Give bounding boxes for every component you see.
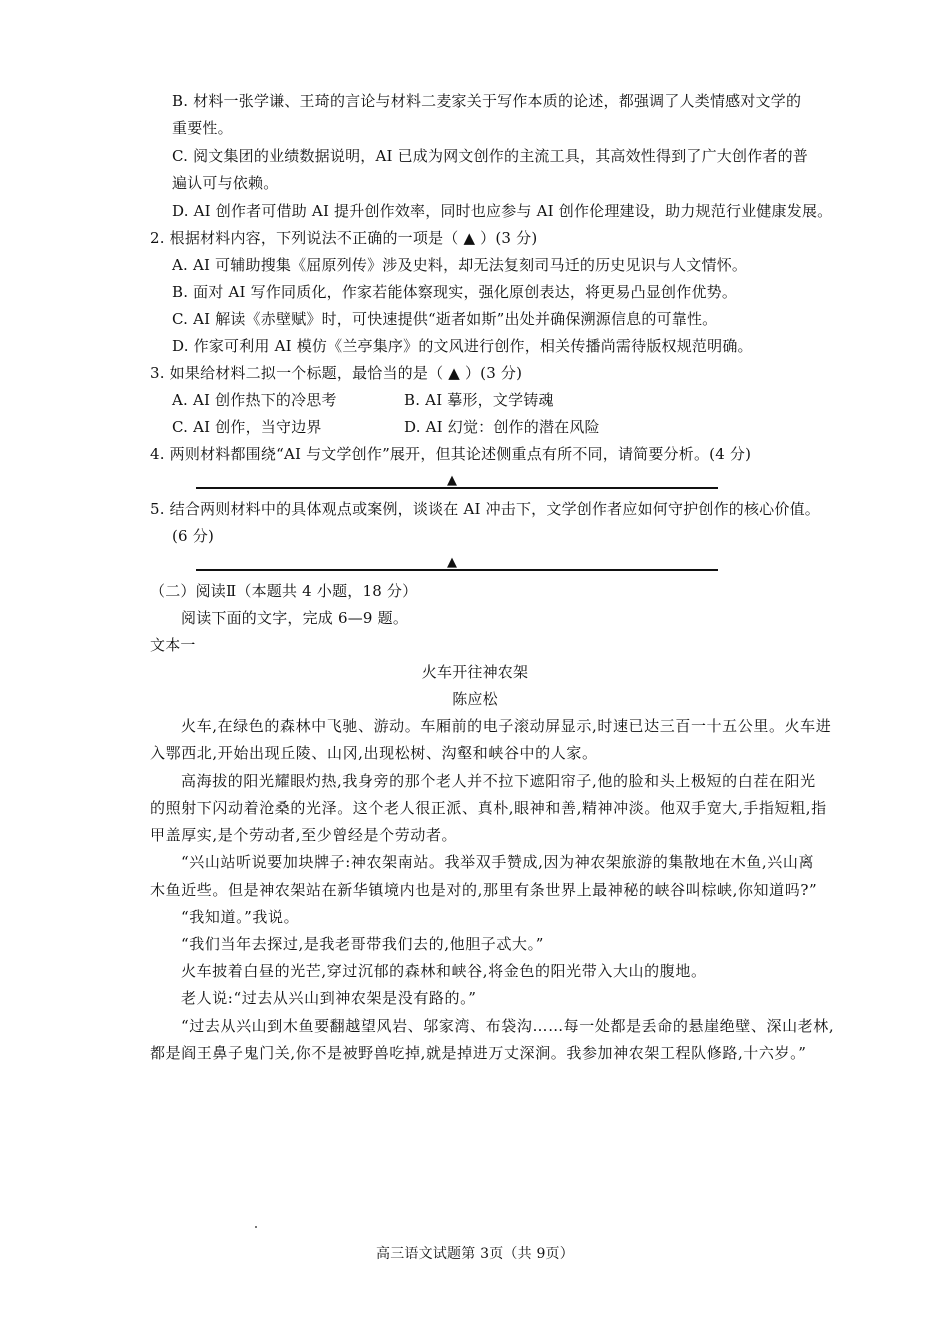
q5-stem-line2: (6 分) xyxy=(172,527,215,545)
section2-instruction: 阅读下面的文字，完成 6—9 题。 xyxy=(181,609,409,627)
article-line: “兴山站听说要加块牌子:神农架南站。我举双手赞成,因为神农架旅游的集散地在木鱼,兴山离 xyxy=(181,853,815,871)
q3-option-d: D. AI 幻觉：创作的潜在风险 xyxy=(404,418,600,436)
q2-stem: 2. 根据材料内容，下列说法不正确的一项是（ ▲ ）(3 分) xyxy=(150,229,538,247)
article-line: 火车披着白昼的光芒,穿过沉郁的森林和峡谷,将金色的阳光带入大山的腹地。 xyxy=(181,962,707,980)
q4-answer-line xyxy=(196,487,718,489)
article-line: “我知道。”我说。 xyxy=(181,908,300,926)
q1-option-b-line2: 重要性。 xyxy=(172,119,233,137)
article-line: “我们当年去探过,是我老哥带我们去的,他胆子忒大。” xyxy=(181,935,544,953)
article-line: 火车,在绿色的森林中飞驰、游动。车厢前的电子滚动屏显示,时速已达三百一十五公里。火车进 xyxy=(181,717,832,735)
page-footer: 高三语文试题第 3页（共 9页） xyxy=(376,1246,574,1262)
q1-option-b-line1: B. 材料一张学谦、王琦的言论与材料二麦家关于写作本质的论述，都强调了人类情感对文学的 xyxy=(172,92,802,110)
q3-option-c: C. AI 创作，当守边界 xyxy=(172,418,322,436)
article-line: “过去从兴山到木鱼要翻越望风岩、邬家湾、布袋沟……每一处都是丢命的悬崖绝壁、深山老林, xyxy=(181,1017,835,1035)
q3-option-b: B. AI 摹形，文学铸魂 xyxy=(404,391,554,409)
q5-stem-line1: 5. 结合两则材料中的具体观点或案例，谈谈在 AI 冲击下，文学创作者应如何守护创作的核心价值。 xyxy=(150,500,820,518)
section2-heading: （二）阅读Ⅱ（本题共 4 小题，18 分） xyxy=(150,582,418,600)
q5-answer-line xyxy=(196,569,718,571)
article-line: 入鄂西北,开始出现丘陵、山冈,出现松树、沟壑和峡谷中的人家。 xyxy=(150,744,598,762)
article-line: 高海拔的阳光耀眼灼热,我身旁的那个老人并不拉下遮阳帘子,他的脸和头上极短的白茬在阳光 xyxy=(181,772,816,790)
article-line: 的照射下闪动着沧桑的光泽。这个老人很正派、真朴,眼神和善,精神冲淡。他双手宽大,手指短粗,指 xyxy=(150,799,827,817)
article-line: 木鱼近些。但是神农架站在新华镇境内也是对的,那里有条世界上最神秘的峡谷叫棕峡,你知道吗?” xyxy=(150,881,818,899)
q2-option-c: C. AI 解读《赤壁赋》时，可快速提供“逝者如斯”出处并确保溯源信息的可靠性。 xyxy=(172,310,718,328)
article-line: 都是阎王鼻子鬼门关,你不是被野兽吃掉,就是掉进万丈深涧。我参加神农架工程队修路,十六岁。” xyxy=(150,1044,807,1062)
q3-option-a: A. AI 创作热下的冷思考 xyxy=(172,391,337,409)
q1-option-c-line2: 遍认可与依赖。 xyxy=(172,174,279,192)
q2-option-b: B. 面对 AI 写作同质化，作家若能体察现实，强化原创表达，将更易凸显创作优势。 xyxy=(172,283,738,301)
q4-answer-mark: ▲ xyxy=(447,473,457,488)
q2-option-d: D. 作家可利用 AI 模仿《兰亭集序》的文风进行创作，相关传播尚需待版权规范明确。 xyxy=(172,337,753,355)
q1-option-c-line1: C. 阅文集团的业绩数据说明，AI 已成为网文创作的主流工具，其高效性得到了广大创作者的普 xyxy=(172,147,809,165)
article-title: 火车开往神农架 xyxy=(421,663,529,681)
article-author: 陈应松 xyxy=(452,690,498,708)
q4-stem: 4. 两则材料都围绕“AI 与文学创作”展开，但其论述侧重点有所不同，请简要分析。(4 分) xyxy=(150,445,752,463)
scan-speck xyxy=(255,1226,257,1228)
text-label: 文本一 xyxy=(150,636,196,654)
q3-stem: 3. 如果给材料二拟一个标题，最恰当的是（ ▲ ）(3 分) xyxy=(150,364,523,382)
q1-option-d: D. AI 创作者可借助 AI 提升创作效率，同时也应参与 AI 创作伦理建设，助力规范行业健康发展。 xyxy=(172,202,833,220)
q2-option-a: A. AI 可辅助搜集《屈原列传》涉及史料，却无法复刻司马迁的历史见识与人文情怀。 xyxy=(172,256,748,274)
article-line: 老人说:“过去从兴山到神农架是没有路的。” xyxy=(181,989,477,1007)
q5-answer-mark: ▲ xyxy=(447,555,457,570)
article-line: 甲盖厚实,是个劳动者,至少曾经是个劳动者。 xyxy=(150,826,458,844)
